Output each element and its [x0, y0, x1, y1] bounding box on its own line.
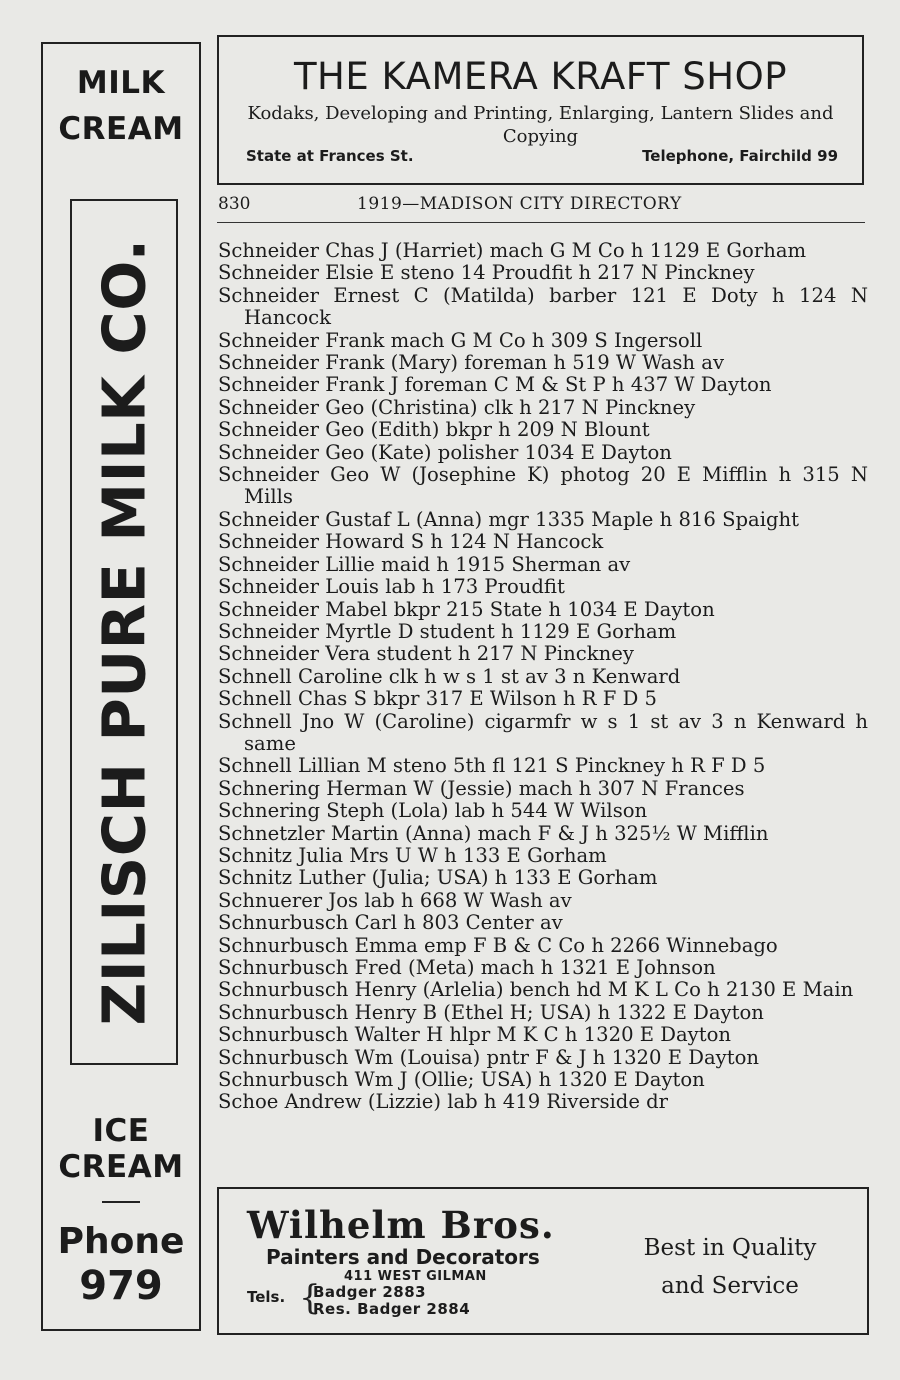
directory-entry: Schnell Lillian M steno 5th fl 121 S Pinckney h R F D 5 — [218, 754, 766, 778]
telephone-2: Res. Badger 2884 — [313, 1300, 471, 1318]
directory-entry: Schnurbusch Emma emp F B & C Co h 2266 Winnebago — [218, 933, 778, 957]
header-rule — [217, 222, 865, 223]
quality-slogan — [635, 1229, 825, 1305]
directory-entry: Schneider Louis lab h 173 Proudfit — [218, 575, 565, 599]
directory-entry: Schnetzler Martin (Anna) mach F & J h 325½ W Mifflin — [218, 821, 769, 845]
running-head: 1919—MADISON CITY DIRECTORY — [357, 194, 682, 214]
directory-entry: Schneider Ernest C (Matilda) barber 121 E Doty h 124 N Hancock — [218, 283, 868, 330]
directory-entry: Schnell Jno W (Caroline) cigarmfr w s 1 st av 3 n Kenward h same — [218, 709, 868, 755]
directory-entry: Schneider Geo (Edith) bkpr h 209 N Blount — [218, 418, 650, 442]
company-name: ZILISCH PURE MILK CO. — [89, 238, 159, 1026]
directory-entry: Schneider Chas J (Harriet) mach G M Co h 1129 E Gorham — [218, 239, 807, 262]
brace-icon: { — [299, 1278, 321, 1318]
directory-entry: Schneider Frank mach G M Co h 309 S Ingersoll — [218, 328, 703, 352]
directory-entry: Schnuerer Jos lab h 668 W Wash av — [218, 888, 572, 912]
directory-entry: Schnering Herman W (Jessie) mach h 307 N Frances — [218, 776, 745, 800]
shop-description: Kodaks, Developing and Printing, Enlarging, Lantern Slides and Copying — [247, 103, 834, 147]
shop-title: THE KAMERA KRAFT SHOP — [293, 55, 788, 98]
business-address: 411 WEST GILMAN — [344, 1269, 487, 1284]
directory-entry: Schoe Andrew (Lizzie) lab h 419 Riverside dr — [218, 1090, 669, 1114]
directory-entry: Schnering Steph (Lola) lab h 544 W Wilson — [218, 799, 648, 823]
directory-entry: Schneider Myrtle D student h 1129 E Gorham — [218, 619, 677, 643]
phone-number: 979 — [79, 1263, 163, 1309]
wilhelm-bros-ad — [217, 1187, 869, 1335]
directory-entry: Schneider Geo W (Josephine K) photog 20 E Mifflin h 315 N Mills — [218, 463, 868, 509]
directory-entry: Schnurbusch Henry (Arlelia) bench hd M K L Co h 2130 E Main — [218, 978, 854, 1002]
directory-entry: Schneider Gustaf L (Anna) mgr 1335 Maple h 816 Spaight — [218, 507, 800, 531]
directory-entry: Schneider Geo (Christina) clk h 217 N Pinckney — [218, 395, 696, 419]
directory-entry: Schnurbusch Wm J (Ollie; USA) h 1320 E Dayton — [218, 1068, 705, 1092]
quality-line-2: and Service — [661, 1273, 799, 1299]
page-number: 830 — [218, 194, 251, 214]
tels-label: Tels. — [247, 1288, 286, 1306]
directory-entry: Schnurbusch Henry B (Ethel H; USA) h 1322 E Dayton — [218, 1000, 764, 1024]
sidebar-divider — [102, 1201, 140, 1203]
cream-label: CREAM — [58, 111, 184, 147]
telephone-1: Badger 2883 — [313, 1283, 427, 1301]
directory-entry: Schnurbusch Fred (Meta) mach h 1321 E Johnson — [218, 956, 716, 979]
milk-company-ad — [41, 42, 201, 1331]
directory-entry: Schneider Vera student h 217 N Pinckney — [218, 642, 634, 666]
directory-entry: Schneider Elsie E steno 14 Proudfit h 217 N Pinckney — [218, 261, 755, 285]
ice-cream-label: CREAM — [58, 1149, 184, 1185]
ice-label: ICE — [92, 1113, 150, 1149]
shop-address: State at Frances St. — [246, 147, 414, 165]
directory-entry: Schneider Geo (Kate) polisher 1034 E Dayton — [218, 440, 672, 464]
directory-entry: Schnell Chas S bkpr 317 E Wilson h R F D 5 — [218, 687, 658, 711]
phone-label: Phone — [57, 1221, 185, 1262]
milk-label: MILK — [76, 65, 166, 101]
directory-entry: Schneider Lillie maid h 1915 Sherman av — [218, 552, 631, 576]
directory-entry: Schnell Caroline clk h w s 1 st av 3 n Kenward — [218, 664, 681, 688]
kamera-kraft-ad — [217, 35, 864, 185]
business-name: Wilhelm Bros. — [247, 1203, 555, 1247]
directory-entry: Schneider Mabel bkpr 215 State h 1034 E Dayton — [218, 597, 715, 621]
directory-entry: Schneider Frank J foreman C M & St P h 437 W Dayton — [218, 373, 772, 397]
directory-entry: Schnurbusch Carl h 803 Center av — [218, 911, 563, 935]
directory-entries — [218, 240, 868, 1114]
directory-entry: Schnitz Julia Mrs U W h 133 E Gorham — [218, 843, 607, 867]
directory-entry: Schneider Howard S h 124 N Hancock — [218, 530, 604, 554]
company-name-box — [70, 199, 178, 1065]
directory-entry: Schnitz Luther (Julia; USA) h 133 E Gorham — [218, 866, 658, 890]
quality-line-1: Best in Quality — [643, 1235, 817, 1261]
business-subtitle: Painters and Decorators — [266, 1245, 540, 1269]
directory-entry: Schneider Frank (Mary) foreman h 519 W Wash av — [218, 351, 725, 375]
directory-entry: Schnurbusch Wm (Louisa) pntr F & J h 1320 E Dayton — [218, 1045, 759, 1069]
shop-telephone: Telephone, Fairchild 99 — [642, 147, 838, 165]
directory-entry: Schnurbusch Walter H hlpr M K C h 1320 E Dayton — [218, 1023, 732, 1047]
